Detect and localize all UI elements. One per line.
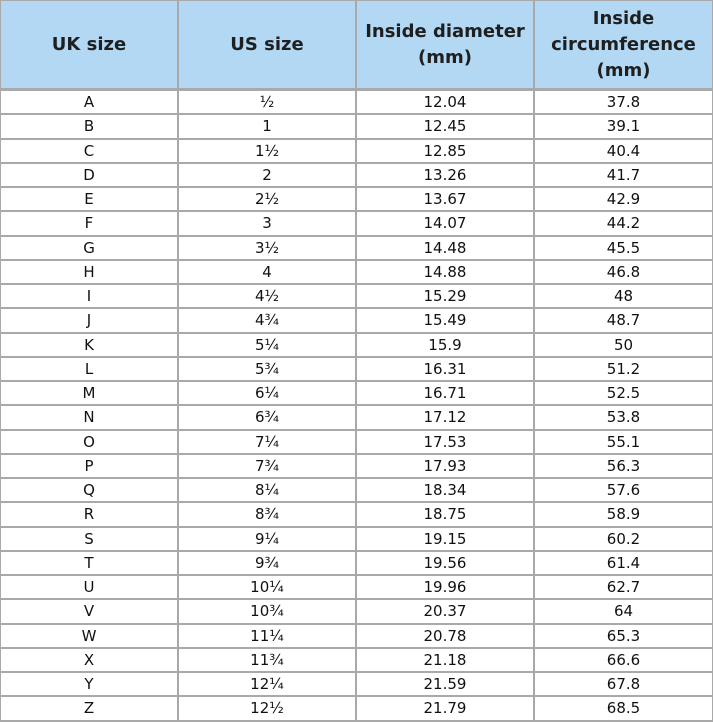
cell-us-size: 8¾ xyxy=(179,503,357,527)
cell-uk-size: V xyxy=(1,600,179,624)
table-row xyxy=(1,673,713,697)
cell-inside-circumference: 50 xyxy=(535,334,713,358)
header-uk-size: UK size xyxy=(1,1,179,91)
cell-inside-diameter: 13.26 xyxy=(357,164,535,188)
cell-inside-circumference: 37.8 xyxy=(535,91,713,115)
cell-us-size: 5¾ xyxy=(179,358,357,382)
cell-uk-size: Y xyxy=(1,673,179,697)
table-row xyxy=(1,334,713,358)
cell-uk-size: L xyxy=(1,358,179,382)
cell-inside-circumference: 53.8 xyxy=(535,406,713,430)
cell-inside-circumference: 48 xyxy=(535,285,713,309)
cell-inside-circumference: 61.4 xyxy=(535,552,713,576)
table-row xyxy=(1,188,713,212)
cell-inside-diameter: 18.34 xyxy=(357,479,535,503)
cell-inside-circumference: 67.8 xyxy=(535,673,713,697)
cell-us-size: 12¼ xyxy=(179,673,357,697)
cell-inside-diameter: 14.88 xyxy=(357,261,535,285)
cell-inside-circumference: 60.2 xyxy=(535,528,713,552)
cell-inside-diameter: 15.29 xyxy=(357,285,535,309)
cell-uk-size: P xyxy=(1,455,179,479)
cell-inside-circumference: 41.7 xyxy=(535,164,713,188)
table-row xyxy=(1,503,713,527)
cell-inside-diameter: 14.07 xyxy=(357,212,535,236)
cell-inside-diameter: 17.53 xyxy=(357,431,535,455)
cell-uk-size: B xyxy=(1,115,179,139)
cell-inside-circumference: 65.3 xyxy=(535,625,713,649)
cell-inside-diameter: 12.04 xyxy=(357,91,535,115)
cell-inside-diameter: 21.18 xyxy=(357,649,535,673)
cell-uk-size: J xyxy=(1,309,179,333)
cell-us-size: 9¼ xyxy=(179,528,357,552)
cell-uk-size: R xyxy=(1,503,179,527)
cell-inside-circumference: 48.7 xyxy=(535,309,713,333)
cell-us-size: ½ xyxy=(179,91,357,115)
cell-uk-size: C xyxy=(1,140,179,164)
table-row xyxy=(1,649,713,673)
cell-inside-diameter: 13.67 xyxy=(357,188,535,212)
cell-us-size: 9¾ xyxy=(179,552,357,576)
cell-inside-diameter: 17.93 xyxy=(357,455,535,479)
table-row xyxy=(1,140,713,164)
table-row xyxy=(1,697,713,721)
cell-us-size: 10¼ xyxy=(179,576,357,600)
cell-us-size: 4 xyxy=(179,261,357,285)
table-row xyxy=(1,164,713,188)
table-row xyxy=(1,625,713,649)
cell-inside-diameter: 15.9 xyxy=(357,334,535,358)
table-row xyxy=(1,528,713,552)
cell-uk-size: U xyxy=(1,576,179,600)
cell-us-size: 10¾ xyxy=(179,600,357,624)
cell-uk-size: O xyxy=(1,431,179,455)
cell-inside-circumference: 66.6 xyxy=(535,649,713,673)
cell-uk-size: H xyxy=(1,261,179,285)
cell-us-size: 12½ xyxy=(179,697,357,721)
cell-us-size: 7¼ xyxy=(179,431,357,455)
cell-inside-circumference: 57.6 xyxy=(535,479,713,503)
cell-uk-size: G xyxy=(1,237,179,261)
table-row xyxy=(1,576,713,600)
cell-uk-size: E xyxy=(1,188,179,212)
cell-uk-size: Q xyxy=(1,479,179,503)
cell-us-size: 1 xyxy=(179,115,357,139)
cell-uk-size: D xyxy=(1,164,179,188)
cell-uk-size: X xyxy=(1,649,179,673)
table-row xyxy=(1,382,713,406)
cell-inside-diameter: 20.37 xyxy=(357,600,535,624)
cell-inside-circumference: 46.8 xyxy=(535,261,713,285)
cell-us-size: 8¼ xyxy=(179,479,357,503)
cell-uk-size: T xyxy=(1,552,179,576)
table-row xyxy=(1,479,713,503)
cell-inside-circumference: 58.9 xyxy=(535,503,713,527)
cell-inside-circumference: 42.9 xyxy=(535,188,713,212)
cell-inside-diameter: 17.12 xyxy=(357,406,535,430)
cell-us-size: 6¾ xyxy=(179,406,357,430)
table-row xyxy=(1,358,713,382)
cell-us-size: 11¾ xyxy=(179,649,357,673)
header-inside-circumference: Inside circumference (mm) xyxy=(535,1,713,91)
cell-us-size: 3 xyxy=(179,212,357,236)
cell-inside-circumference: 39.1 xyxy=(535,115,713,139)
cell-inside-diameter: 14.48 xyxy=(357,237,535,261)
cell-uk-size: N xyxy=(1,406,179,430)
header-inside-diameter: Inside diameter (mm) xyxy=(357,1,535,91)
table-header xyxy=(1,1,713,91)
table-row xyxy=(1,91,713,115)
table-row xyxy=(1,455,713,479)
cell-inside-circumference: 68.5 xyxy=(535,697,713,721)
cell-us-size: 7¾ xyxy=(179,455,357,479)
table-row xyxy=(1,600,713,624)
cell-us-size: 2½ xyxy=(179,188,357,212)
table-row xyxy=(1,212,713,236)
cell-inside-circumference: 62.7 xyxy=(535,576,713,600)
cell-us-size: 3½ xyxy=(179,237,357,261)
cell-inside-circumference: 52.5 xyxy=(535,382,713,406)
table-row xyxy=(1,406,713,430)
cell-us-size: 11¼ xyxy=(179,625,357,649)
table-row xyxy=(1,309,713,333)
cell-uk-size: Z xyxy=(1,697,179,721)
cell-inside-diameter: 12.85 xyxy=(357,140,535,164)
cell-uk-size: F xyxy=(1,212,179,236)
cell-inside-diameter: 18.75 xyxy=(357,503,535,527)
cell-us-size: 5¼ xyxy=(179,334,357,358)
cell-inside-circumference: 55.1 xyxy=(535,431,713,455)
cell-inside-circumference: 40.4 xyxy=(535,140,713,164)
cell-inside-diameter: 16.71 xyxy=(357,382,535,406)
header-row xyxy=(1,1,713,91)
table-row xyxy=(1,115,713,139)
cell-uk-size: A xyxy=(1,91,179,115)
cell-us-size: 2 xyxy=(179,164,357,188)
cell-inside-circumference: 44.2 xyxy=(535,212,713,236)
cell-us-size: 4½ xyxy=(179,285,357,309)
table-row xyxy=(1,237,713,261)
cell-inside-circumference: 56.3 xyxy=(535,455,713,479)
cell-us-size: 1½ xyxy=(179,140,357,164)
cell-inside-circumference: 45.5 xyxy=(535,237,713,261)
cell-inside-diameter: 15.49 xyxy=(357,309,535,333)
cell-inside-diameter: 12.45 xyxy=(357,115,535,139)
cell-inside-diameter: 16.31 xyxy=(357,358,535,382)
table-row xyxy=(1,261,713,285)
table-row xyxy=(1,285,713,309)
cell-uk-size: I xyxy=(1,285,179,309)
cell-us-size: 6¼ xyxy=(179,382,357,406)
cell-inside-circumference: 51.2 xyxy=(535,358,713,382)
cell-inside-diameter: 19.56 xyxy=(357,552,535,576)
table-body xyxy=(1,91,713,722)
cell-inside-diameter: 21.79 xyxy=(357,697,535,721)
cell-inside-diameter: 19.15 xyxy=(357,528,535,552)
cell-uk-size: M xyxy=(1,382,179,406)
table-row xyxy=(1,552,713,576)
cell-inside-diameter: 20.78 xyxy=(357,625,535,649)
cell-inside-circumference: 64 xyxy=(535,600,713,624)
table-row xyxy=(1,431,713,455)
cell-uk-size: W xyxy=(1,625,179,649)
cell-uk-size: S xyxy=(1,528,179,552)
cell-inside-diameter: 19.96 xyxy=(357,576,535,600)
cell-inside-diameter: 21.59 xyxy=(357,673,535,697)
cell-us-size: 4¾ xyxy=(179,309,357,333)
cell-uk-size: K xyxy=(1,334,179,358)
header-us-size: US size xyxy=(179,1,357,91)
